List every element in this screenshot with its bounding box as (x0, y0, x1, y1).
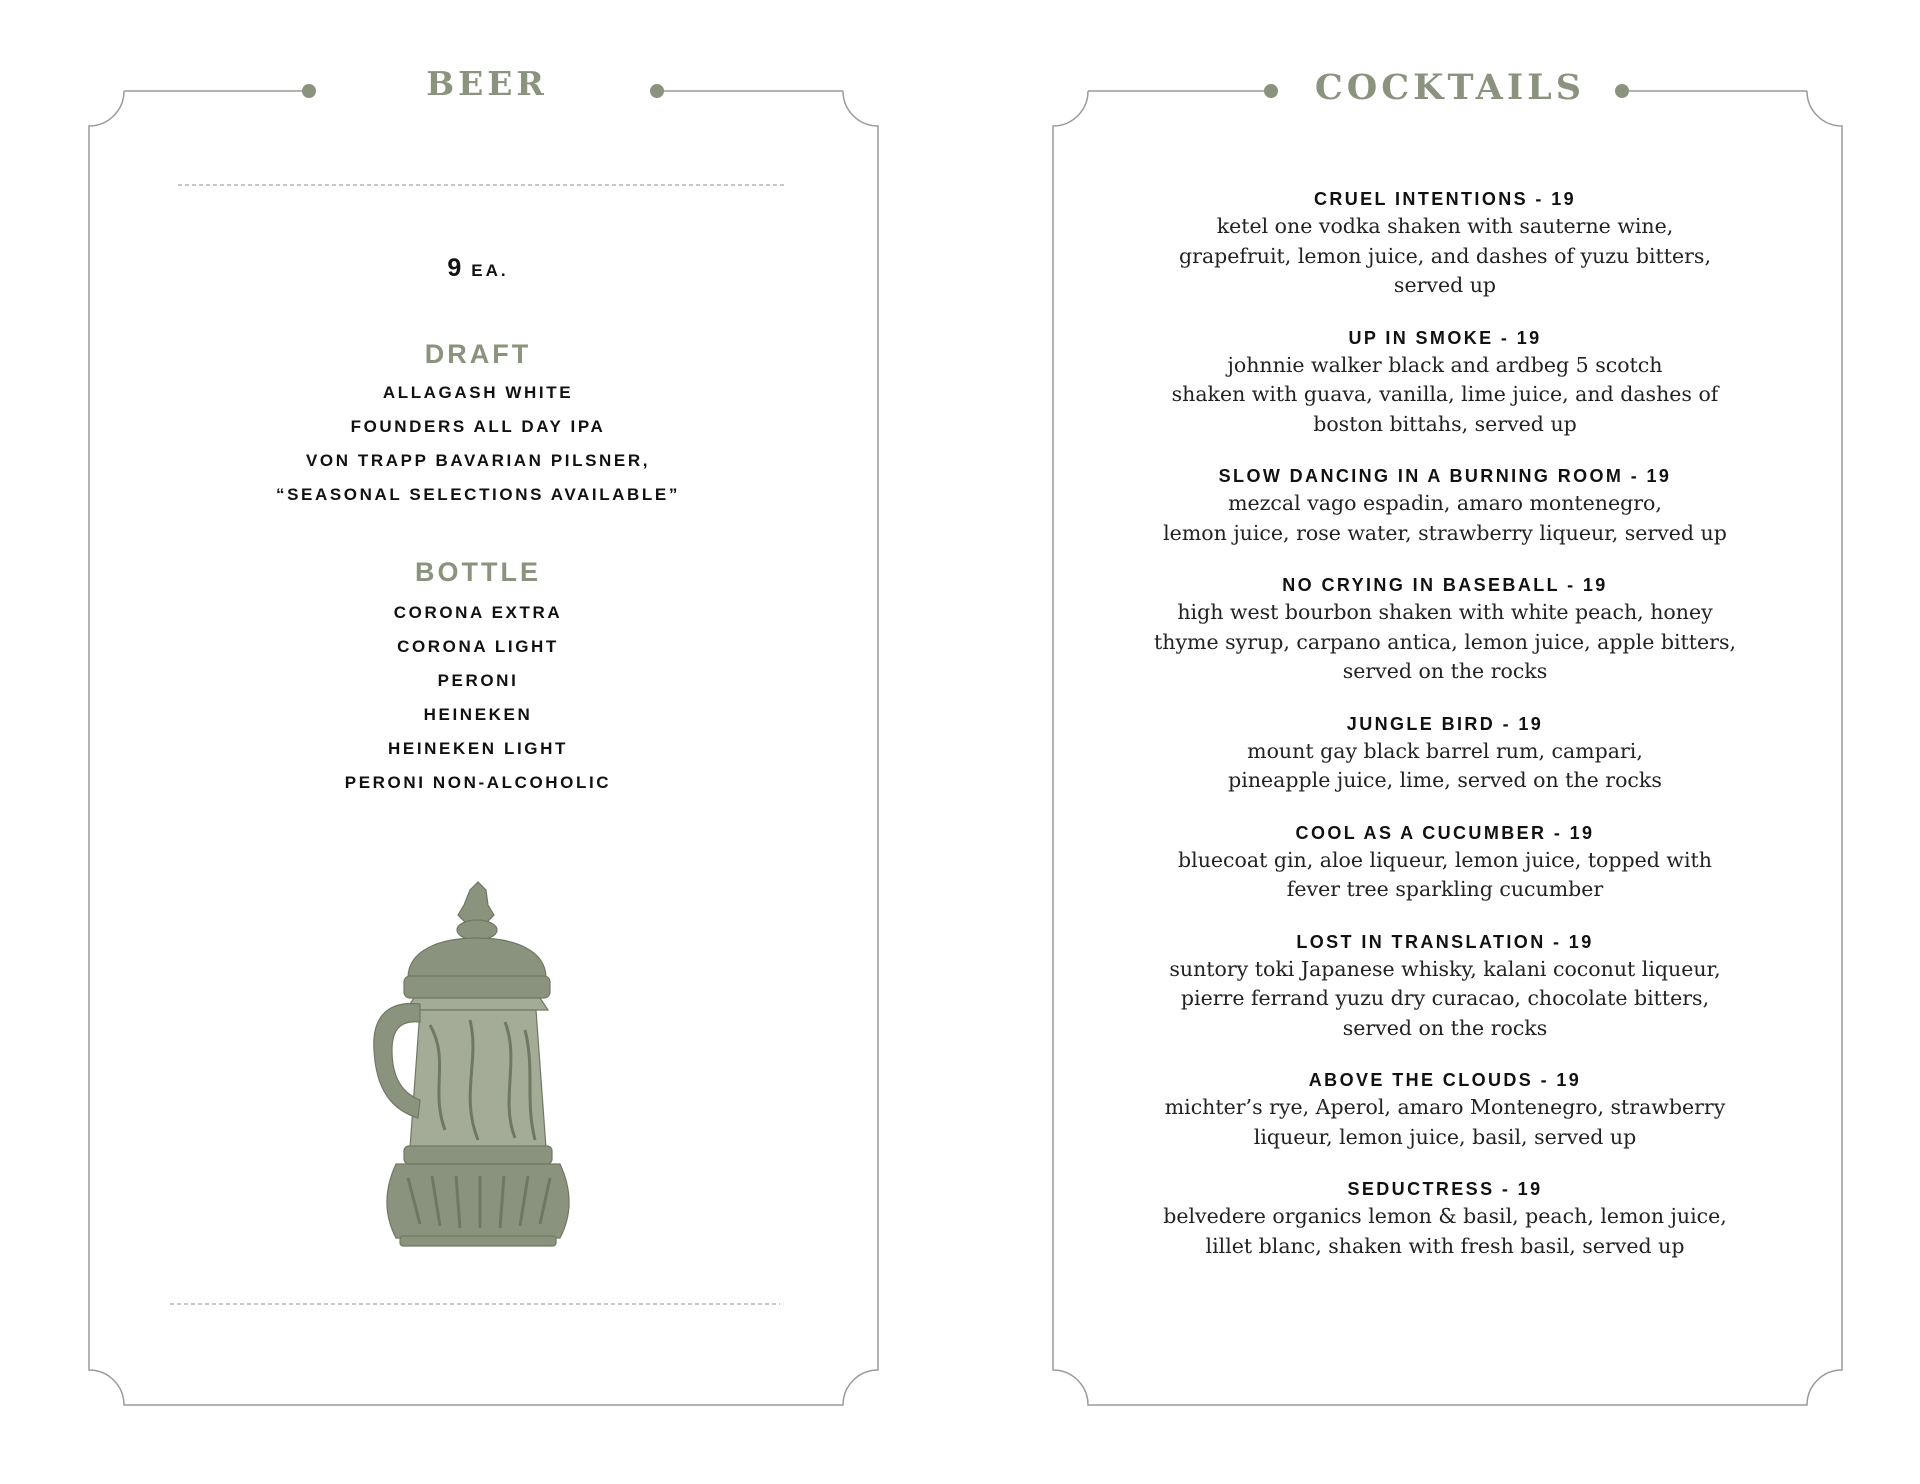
cocktail-name: COOL AS A CUCUMBER - 19 (1295, 822, 1595, 843)
bottle-item: CORONA EXTRA (393, 603, 563, 622)
bottle-heading: BOTTLE (415, 557, 541, 587)
cocktail-item (1100, 711, 1790, 796)
cocktail-name: SEDUCTRESS - 19 (1347, 1179, 1543, 1199)
cocktail-description (1100, 598, 1790, 687)
draft-heading: DRAFT (424, 339, 532, 369)
cocktail-description-line: high west bourbon shaken with white peach, honey (1177, 600, 1713, 624)
cocktail-description-line: pierre ferrand yuzu dry curacao, chocolate bitters, (1180, 986, 1710, 1010)
cocktail-name: CRUEL INTENTIONS - 19 (1313, 189, 1577, 209)
beer-stein-icon (374, 882, 569, 1246)
bottle-list (178, 596, 778, 800)
cocktail-description-line: michter’s rye, Aperol, amaro Montenegro, strawberry (1164, 1095, 1726, 1119)
cocktail-description-line: mount gay black barrel rum, campari, (1247, 738, 1643, 763)
cocktail-description-line: pineapple juice, lime, served on the rocks (1228, 768, 1662, 792)
bottle-item: PERONI NON-ALCOHOLIC (344, 773, 612, 792)
cocktail-description-line: fever tree sparkling cucumber (1286, 877, 1604, 901)
draft-item: “SEASONAL SELECTIONS AVAILABLE” (276, 485, 680, 504)
draft-item: VON TRAPP BAVARIAN PILSNER, (305, 451, 651, 470)
cocktail-description-line: bluecoat gin, aloe liqueur, lemon juice, topped with (1178, 847, 1712, 872)
cocktail-name: UP IN SMOKE - 19 (1348, 327, 1542, 348)
cocktail-description-line: suntory toki Japanese whisky, kalani coconut liqueur, (1169, 956, 1721, 981)
bottle-item: CORONA LIGHT (397, 637, 559, 656)
cocktail-item (1100, 1176, 1790, 1261)
cocktail-description-line: ketel one vodka shaken with sauterne wine, (1216, 214, 1674, 238)
cocktail-description (1100, 351, 1790, 440)
bottle-item: PERONI (437, 671, 519, 690)
cocktail-description-line: shaken with guava, vanilla, lime juice, and dashes of (1171, 382, 1719, 406)
cocktail-list (1100, 186, 1790, 1285)
cocktail-name: JUNGLE BIRD - 19 (1346, 713, 1544, 734)
draft-item: ALLAGASH WHITE (382, 383, 574, 402)
cocktail-item (1100, 463, 1790, 548)
cocktail-description-line: liqueur, lemon juice, basil, served up (1253, 1124, 1637, 1149)
cocktail-description-line: lemon juice, rose water, strawberry liqueur, served up (1163, 520, 1727, 545)
cocktail-name: LOST IN TRANSLATION - 19 (1296, 931, 1594, 952)
cocktails-ornament-left (1264, 84, 1278, 98)
cocktail-name: SLOW DANCING IN A BURNING ROOM - 19 (1218, 466, 1672, 486)
cocktail-description-line: belvedere organics lemon & basil, peach, lemon juice, (1163, 1204, 1727, 1228)
draft-list (178, 376, 778, 512)
cocktail-description-line: grapefruit, lemon juice, and dashes of yuzu bitters, (1179, 243, 1711, 268)
cocktail-description-line: served on the rocks (1342, 1015, 1548, 1040)
draft-item: FOUNDERS ALL DAY IPA (350, 417, 606, 436)
cocktail-description (1100, 212, 1790, 301)
cocktail-description (1100, 1093, 1790, 1152)
beer-ornament-right (650, 84, 664, 98)
beer-price-unit: EA. (471, 261, 509, 280)
bottle-item: HEINEKEN (423, 705, 533, 724)
cocktail-item (1100, 929, 1790, 1044)
cocktail-description-line: served on the rocks (1342, 659, 1548, 683)
cocktails-ornament-right (1615, 84, 1629, 98)
beer-ornament-left (302, 84, 316, 98)
cocktail-description (1100, 955, 1790, 1044)
cocktail-description (1100, 737, 1790, 796)
beer-title: BEER (426, 64, 548, 103)
cocktail-name: NO CRYING IN BASEBALL - 19 (1282, 575, 1608, 595)
cocktail-item (1100, 820, 1790, 905)
cocktails-title: COCKTAILS (1314, 67, 1586, 108)
cocktail-description-line: boston bittahs, served up (1313, 411, 1577, 436)
cocktail-description-line: served up (1393, 273, 1497, 297)
cocktail-description (1100, 489, 1790, 548)
cocktail-item (1100, 186, 1790, 301)
cocktail-item (1100, 325, 1790, 440)
bottle-item: HEINEKEN LIGHT (388, 739, 568, 758)
cocktail-description-line: johnnie walker black and ardbeg 5 scotch (1227, 352, 1663, 377)
beer-price-value: 9 (447, 254, 464, 282)
cocktail-description-line: thyme syrup, carpano antica, lemon juice, apple bitters, (1154, 629, 1736, 654)
cocktail-description (1100, 846, 1790, 905)
cocktail-description-line: mezcal vago espadin, amaro montenegro, (1228, 491, 1662, 515)
cocktail-item (1100, 1067, 1790, 1152)
cocktail-name: ABOVE THE CLOUDS - 19 (1308, 1070, 1582, 1090)
beer-price (178, 254, 778, 283)
cocktail-item (1100, 572, 1790, 687)
cocktail-description (1100, 1202, 1790, 1261)
cocktail-description-line: lillet blanc, shaken with fresh basil, served up (1205, 1233, 1685, 1258)
